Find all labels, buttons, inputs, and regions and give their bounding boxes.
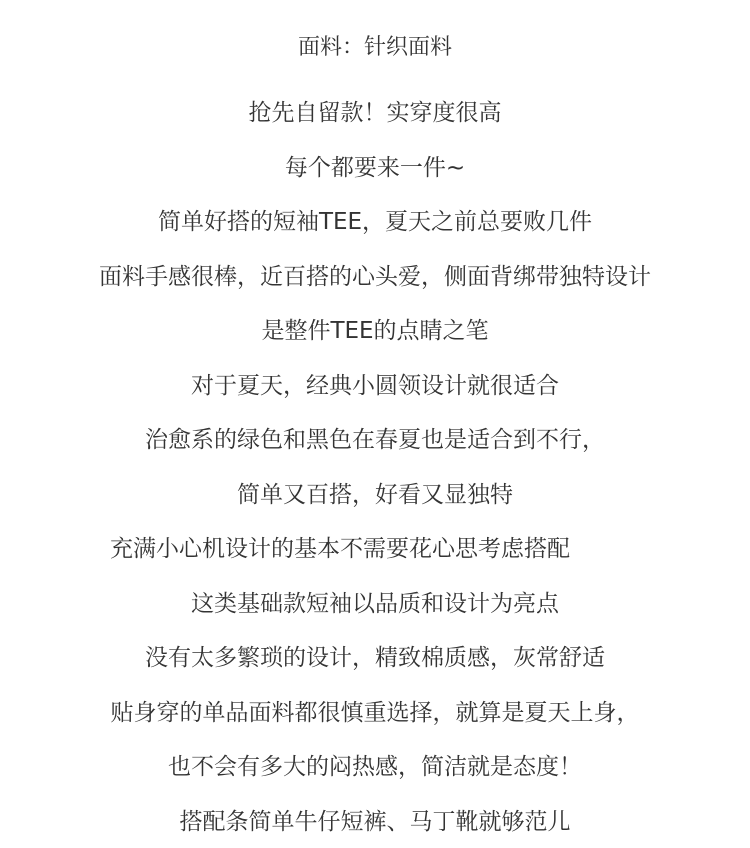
description-line: 每个都要来一件~ bbox=[284, 155, 466, 181]
fabric-line: 面料：针织面料 bbox=[297, 35, 452, 60]
description-line: 简单好搭的短袖TEE，夏天之前总要败几件 bbox=[157, 209, 593, 235]
description-line: 面料手感很棒，近百搭的心头爱，侧面背绑带独特设计 bbox=[99, 264, 651, 290]
description-line: 也不会有多大的闷热感，简洁就是态度！ bbox=[168, 754, 582, 780]
description-line: 对于夏天，经典小圆领设计就很适合 bbox=[191, 373, 559, 399]
description-line: 没有太多繁琐的设计，精致棉质感，灰常舒适 bbox=[145, 645, 605, 671]
description-line: 搭配条简单牛仔短裤、马丁靴就够范儿 bbox=[179, 809, 571, 835]
description-line: 这类基础款短袖以品质和设计为亮点 bbox=[191, 591, 559, 617]
description-line: 是整件TEE的点睛之笔 bbox=[261, 318, 489, 344]
description-line: 贴身穿的单品面料都很慎重选择，就算是夏天上身， bbox=[110, 700, 640, 726]
description-line: 简单又百搭，好看又显独特 bbox=[237, 482, 513, 508]
description-line: 抢先自留款！实穿度很高 bbox=[248, 100, 502, 126]
description-line: 充满小心机设计的基本不需要花心思考虑搭配 bbox=[110, 536, 570, 562]
description-line: 治愈系的绿色和黑色在春夏也是适合到不行， bbox=[145, 427, 605, 453]
